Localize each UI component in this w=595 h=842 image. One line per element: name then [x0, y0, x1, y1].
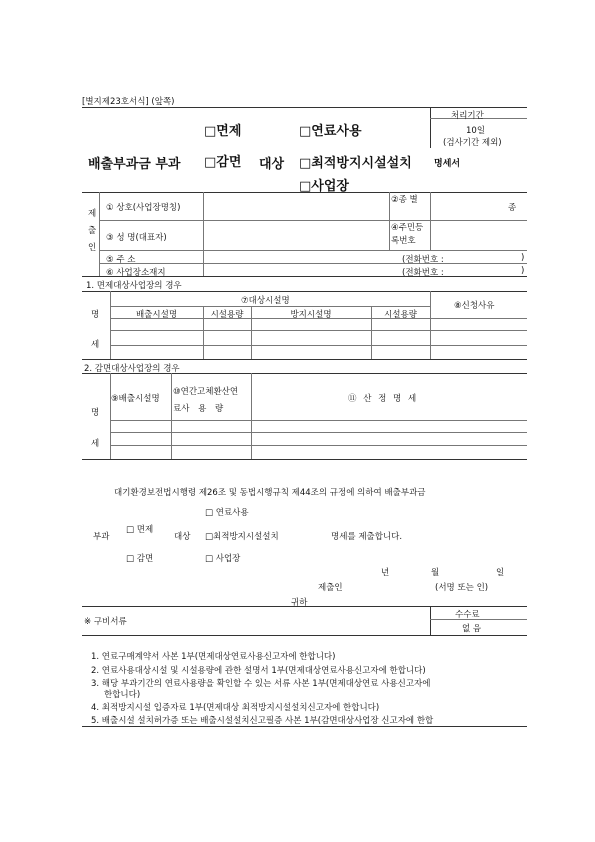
option-exempt[interactable]: □면제 — [204, 124, 242, 139]
section1-label-1: 명 — [91, 310, 100, 320]
document-item-4: 4. 최적방지시설 입증자료 1부(면제대상 최적방지시설설치신고자에 한합니다) — [91, 703, 380, 713]
section2-label-1: 명 — [91, 408, 100, 418]
address-phone-label: (전화번호 : — [402, 255, 444, 265]
applicant-label-3: 인 — [88, 243, 97, 253]
representative-field[interactable] — [204, 222, 388, 248]
decl-option-facility[interactable]: □최적방지시설설치 — [205, 532, 279, 542]
document-item-2: 2. 연료사용대상시설 및 시설용량에 관한 설명서 1부(면제대상연료사용신고자에 한합니다) — [91, 666, 426, 676]
field-business-name-label: ① 상호(사업장명칭) — [106, 203, 181, 213]
section1-title: 1. 면제대상사업장의 경우 — [86, 281, 182, 291]
col-emission-facility: ⑨배출시설명 — [111, 394, 160, 404]
declaration-intro: 대기환경보전법시행령 제26조 및 동법시행규칙 제44조의 규정에 의하여 배출부과금 — [114, 488, 426, 498]
decl-levy-word: 부과 — [93, 532, 110, 542]
processing-period-note: (검사기간 제외) — [443, 138, 502, 148]
document-item-3-cont: 한합니다) — [104, 690, 141, 700]
address-phone-close: ) — [521, 253, 525, 263]
processing-period-value: 10일 — [466, 126, 486, 136]
subcol-emission-facility: 배출시설명 — [135, 310, 178, 320]
target-word: 대상 — [259, 157, 285, 172]
option-fuel-use[interactable]: □연료사용 — [299, 124, 362, 139]
decl-submit-text: 명세를 제출합니다. — [331, 532, 403, 542]
col-annual-fuel-line1: ⑩연간고체환산연 — [173, 387, 239, 397]
decl-option-site[interactable]: □ 사업장 — [205, 554, 241, 564]
type-suffix: 종 — [508, 203, 517, 213]
decl-option-reduce[interactable]: □ 감면 — [126, 554, 154, 564]
col-calculation: ⑪ 산 정 명 세 — [348, 394, 417, 404]
option-reduce[interactable]: □감면 — [204, 155, 242, 170]
document-item-5: 5. 배출시설 설치허가증 또는 배출시설설치신고필증 사본 1부(감면대상사업장 신고자에 한합 — [91, 716, 434, 726]
option-optimal-facility[interactable]: □최적방지시설설치 — [299, 156, 412, 171]
decl-target-word: 대상 — [174, 532, 191, 542]
date-day: 일 — [496, 568, 505, 578]
field-resident-no-label: ④주민등록번호 — [391, 223, 424, 246]
business-name-field[interactable] — [204, 195, 388, 219]
site-phone-close: ) — [521, 266, 525, 276]
subcol-prevention-facility: 방지시설명 — [290, 310, 332, 320]
field-site-location-label: ⑥ 사업장소재지 — [106, 268, 166, 278]
addressee: 귀하 — [291, 598, 308, 608]
statement-word: 명세서 — [434, 159, 461, 169]
document-item-1: 1. 연료구매계약서 사본 1부(면제대상연료사용신고자에 한합니다) — [91, 652, 336, 662]
decl-option-fuel[interactable]: □ 연료사용 — [205, 508, 249, 518]
section2-label-2: 세 — [91, 439, 100, 449]
site-phone-label: (전화번호 : — [402, 268, 444, 278]
field-representative-label: ③ 성 명(대표자) — [106, 233, 167, 243]
form-number: [별지제23호서식] (앞쪽) — [82, 97, 175, 107]
documents-label: ※ 구비서류 — [84, 617, 127, 627]
fee-label: 수수료 — [455, 610, 480, 620]
fee-value: 없 음 — [462, 624, 482, 634]
decl-option-exempt[interactable]: □ 면제 — [126, 525, 154, 535]
section2-title: 2. 감면대상사업장의 경우 — [84, 364, 180, 374]
submitter-label: 제출인 — [318, 583, 343, 593]
option-site[interactable]: □사업장 — [299, 179, 349, 194]
field-address-label: ⑤ 주 소 — [106, 255, 136, 265]
applicant-label-2: 출 — [88, 226, 97, 236]
form-title: 배출부과금 부과 — [88, 157, 181, 172]
section1-label-2: 세 — [91, 340, 100, 350]
subcol-capacity-2: 시설용량 — [384, 310, 417, 320]
subcol-capacity-1: 시설용량 — [210, 310, 244, 320]
col-target-facility: ⑦대상시설명 — [241, 296, 290, 306]
date-year: 년 — [381, 568, 390, 578]
document-item-3: 3. 해당 부과기간의 연료사용량을 확인할 수 있는 서류 사본 1부(면제대상연료 사용신고자에 — [91, 679, 431, 689]
col-annual-fuel-line2: 료사 용 량 — [173, 404, 224, 414]
date-month: 월 — [431, 568, 440, 578]
processing-period-label: 처리기간 — [451, 111, 484, 121]
applicant-label-1: 제 — [88, 209, 97, 219]
signature-note: (서명 또는 인) — [435, 583, 489, 593]
resident-no-field[interactable] — [431, 222, 526, 248]
col-request-reason: ⑧신청사유 — [454, 301, 495, 311]
field-type-label: ②종 별 — [391, 195, 418, 205]
